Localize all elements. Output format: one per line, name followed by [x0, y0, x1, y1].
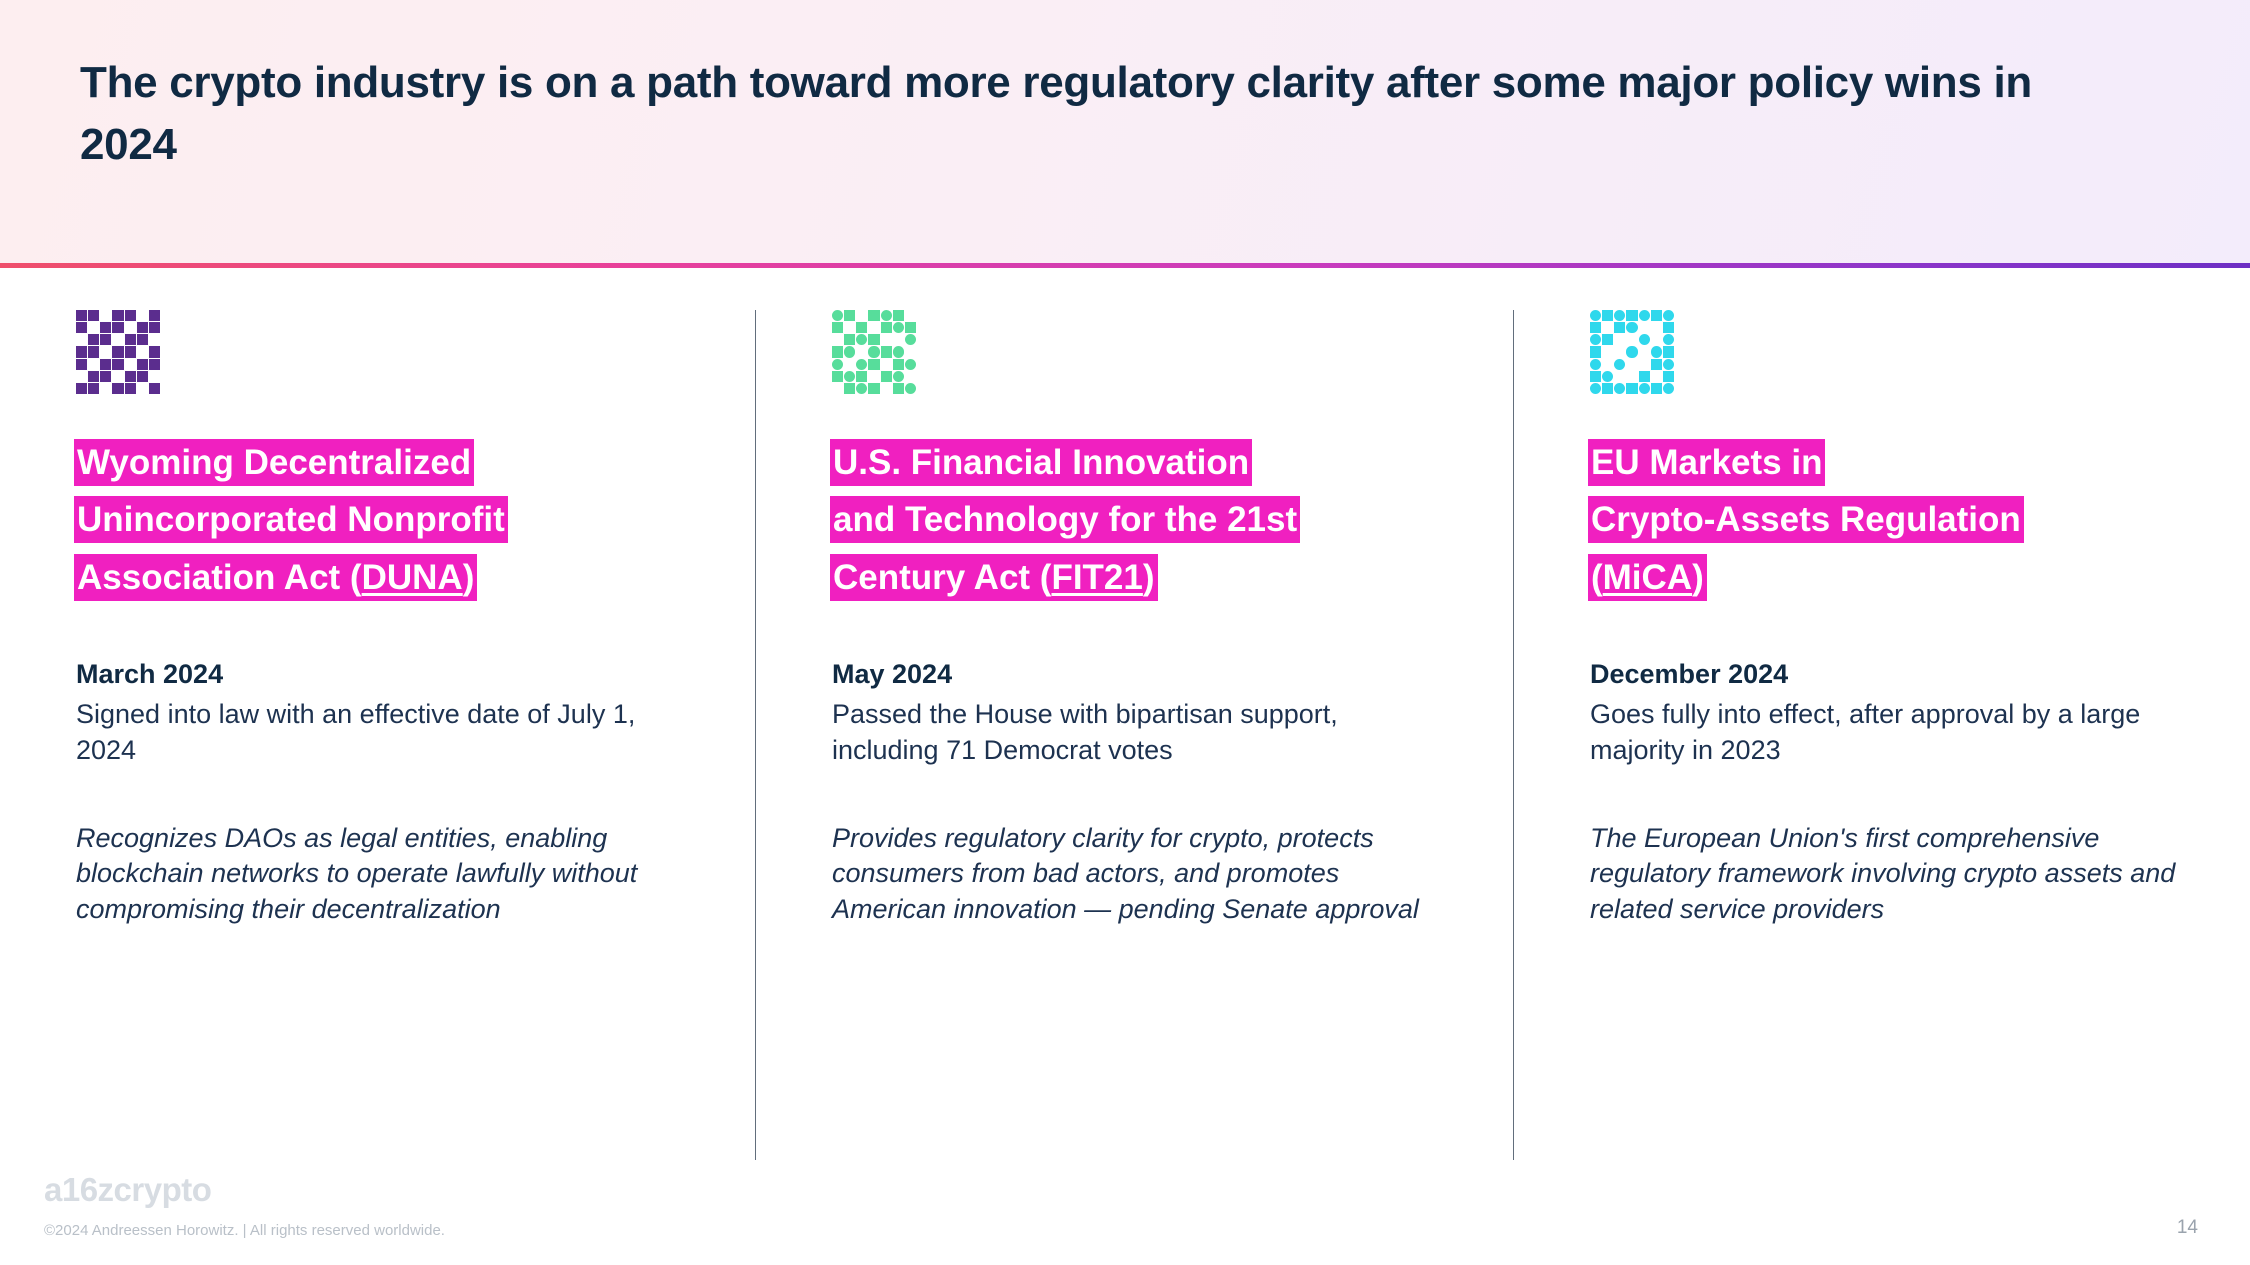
icon-cell — [149, 371, 160, 382]
icon-cell — [832, 383, 843, 394]
icon-cell — [1626, 322, 1637, 333]
icon-cell — [868, 322, 879, 333]
heading-line — [1590, 551, 2188, 605]
icon-cell — [905, 310, 916, 321]
icon-cell — [76, 383, 87, 394]
icon-cell — [844, 346, 855, 357]
icon-cell — [1639, 371, 1650, 382]
icon-cell — [88, 310, 99, 321]
icon-cell — [149, 310, 160, 321]
column-note: The European Union's first comprehensive regulatory framework involving crypto assets and related service providers — [1590, 822, 2176, 925]
icon-cell — [137, 383, 148, 394]
icon-cell — [832, 334, 843, 345]
icon-cell — [1651, 371, 1662, 382]
icon-cell — [832, 359, 843, 370]
icon-cell — [1651, 346, 1662, 357]
icon-cell — [149, 346, 160, 357]
highlighted-text: U.S. Financial Innovation — [833, 443, 1250, 482]
icon-cell — [881, 371, 892, 382]
icon-cell — [1590, 334, 1601, 345]
icon-cell — [893, 322, 904, 333]
icon-cell — [100, 371, 111, 382]
icon-cell — [844, 371, 855, 382]
slide-header — [0, 0, 2250, 268]
icon-cell — [100, 359, 111, 370]
icon-cell — [844, 322, 855, 333]
icon-cell — [893, 310, 904, 321]
icon-cell — [881, 359, 892, 370]
icon-cell — [1590, 359, 1601, 370]
slide-footer — [0, 1145, 2250, 1265]
icon-cell — [905, 359, 916, 370]
icon-cell — [1626, 371, 1637, 382]
icon-cell — [1651, 310, 1662, 321]
icon-cell — [137, 346, 148, 357]
icon-cell — [88, 346, 99, 357]
icon-cell — [100, 322, 111, 333]
column-fit21 — [756, 310, 1514, 928]
icon-cell — [868, 346, 879, 357]
column-duna — [0, 310, 756, 928]
icon-cell — [1663, 322, 1674, 333]
column-description: Passed the House with bipartisan support, including 71 Democrat votes — [832, 698, 1338, 765]
icon-cell — [137, 334, 148, 345]
icon-cell — [893, 371, 904, 382]
icon-cell — [1602, 346, 1613, 357]
column-description: Signed into law with an effective date of July 1, 2024 — [76, 698, 636, 765]
icon-cell — [1626, 346, 1637, 357]
icon-cell — [832, 371, 843, 382]
icon-cell — [893, 383, 904, 394]
column-note: Recognizes DAOs as legal entities, enabling blockchain networks to operate lawfully without compromising their decentralization — [76, 822, 638, 925]
icon-cell — [125, 310, 136, 321]
highlighted-text: Century Act (FIT21) — [833, 557, 1155, 597]
column-date: December 2024 — [1590, 658, 1789, 689]
icon-cell — [905, 334, 916, 345]
icon-cell — [100, 346, 111, 357]
icon-cell — [125, 371, 136, 382]
icon-cell — [856, 346, 867, 357]
icon-cell — [1663, 334, 1674, 345]
icon-cell — [868, 359, 879, 370]
icon-cell — [125, 346, 136, 357]
icon-cell — [1639, 383, 1650, 394]
icon-cell — [1590, 346, 1601, 357]
icon-cell — [1602, 371, 1613, 382]
icon-cell — [149, 359, 160, 370]
icon-cell — [137, 322, 148, 333]
icon-cell — [1626, 310, 1637, 321]
icon-cell — [76, 346, 87, 357]
icon-cell — [1614, 334, 1625, 345]
icon-cell — [856, 371, 867, 382]
column-heading-fit21 — [832, 436, 1432, 605]
icon-cell — [868, 371, 879, 382]
icon-cell — [881, 310, 892, 321]
icon-cell — [1663, 346, 1674, 357]
icon-cell — [1651, 359, 1662, 370]
icon-cell — [112, 346, 123, 357]
highlighted-text: and Technology for the 21st — [833, 500, 1298, 540]
icon-cell — [1602, 383, 1613, 394]
gradient-rule — [0, 263, 2250, 268]
highlighted-text: Wyoming Decentralized — [77, 443, 472, 482]
page-number: 14 — [2176, 1217, 2198, 1238]
icon-cell — [1602, 334, 1613, 345]
purple-pixel-grid-icon — [76, 310, 160, 394]
icon-cell — [88, 383, 99, 394]
icon-cell — [893, 334, 904, 345]
icon-cell — [88, 322, 99, 333]
icon-cell — [1651, 322, 1662, 333]
icon-cell — [1590, 322, 1601, 333]
column-description: Goes fully into effect, after approval by a large majority in 2023 — [1590, 698, 2141, 765]
icon-cell — [844, 334, 855, 345]
icon-cell — [832, 310, 843, 321]
icon-cell — [844, 359, 855, 370]
icon-cell — [1651, 334, 1662, 345]
icon-cell — [112, 310, 123, 321]
icon-cell — [149, 334, 160, 345]
highlighted-text: Unincorporated Nonprofit — [77, 500, 505, 540]
heading-line — [76, 551, 676, 605]
icon-cell — [832, 346, 843, 357]
icon-cell — [125, 322, 136, 333]
highlighted-text: EU Markets in — [1591, 443, 1823, 482]
icon-cell — [881, 346, 892, 357]
icon-cell — [1651, 383, 1662, 394]
heading-line — [76, 493, 676, 547]
column-date: March 2024 — [76, 658, 224, 689]
acronym-link[interactable]: FIT21 — [1051, 557, 1143, 597]
icon-cell — [1639, 334, 1650, 345]
icon-cell — [112, 322, 123, 333]
heading-line — [832, 493, 1432, 547]
a16zcrypto-logo: a16zcrypto — [44, 1171, 212, 1208]
icon-cell — [112, 359, 123, 370]
column-note: Provides regulatory clarity for crypto, protects consumers from bad actors, and promotes American innovation — pending Senate approval — [832, 822, 1419, 925]
icon-cell — [76, 371, 87, 382]
icon-cell — [844, 383, 855, 394]
column-heading-mica — [1590, 436, 2188, 605]
cyan-pixel-grid-icon — [1590, 310, 1674, 394]
highlighted-text: (MiCA) — [1591, 557, 1704, 597]
icon-cell — [137, 359, 148, 370]
icon-cell — [1614, 346, 1625, 357]
icon-cell — [1590, 310, 1601, 321]
column-heading-duna — [76, 436, 676, 605]
icon-cell — [1602, 322, 1613, 333]
icon-cell — [1614, 359, 1625, 370]
columns-container — [0, 310, 2250, 928]
icon-cell — [856, 310, 867, 321]
icon-cell — [1590, 371, 1601, 382]
icon-cell — [100, 334, 111, 345]
icon-cell — [76, 334, 87, 345]
icon-cell — [1639, 310, 1650, 321]
icon-cell — [881, 322, 892, 333]
icon-cell — [112, 371, 123, 382]
green-pixel-grid-icon — [832, 310, 916, 394]
acronym-link[interactable]: DUNA — [361, 557, 463, 597]
page-title: The crypto industry is on a path toward more regulatory clarity after some major policy wins in 2024 — [80, 58, 2032, 170]
heading-line — [76, 436, 676, 490]
icon-cell — [1602, 359, 1613, 370]
icon-cell — [1639, 346, 1650, 357]
icon-cell — [76, 310, 87, 321]
icon-cell — [905, 346, 916, 357]
icon-cell — [856, 322, 867, 333]
icon-cell — [1626, 383, 1637, 394]
highlighted-text: Crypto-Assets Regulation — [1591, 500, 2021, 540]
icon-cell — [868, 310, 879, 321]
icon-cell — [905, 383, 916, 394]
icon-cell — [1639, 359, 1650, 370]
icon-cell — [1663, 359, 1674, 370]
icon-cell — [1602, 310, 1613, 321]
highlighted-text: Association Act (DUNA) — [77, 557, 475, 597]
icon-cell — [100, 383, 111, 394]
icon-cell — [112, 334, 123, 345]
icon-cell — [137, 371, 148, 382]
icon-cell — [1614, 383, 1625, 394]
icon-cell — [125, 359, 136, 370]
icon-cell — [149, 322, 160, 333]
column-mica — [1514, 310, 2250, 928]
heading-line — [832, 551, 1432, 605]
icon-cell — [88, 334, 99, 345]
icon-cell — [905, 371, 916, 382]
icon-cell — [88, 371, 99, 382]
icon-cell — [125, 334, 136, 345]
icon-cell — [88, 359, 99, 370]
icon-cell — [868, 334, 879, 345]
heading-line — [832, 436, 1432, 490]
heading-line — [1590, 493, 2188, 547]
icon-cell — [1663, 371, 1674, 382]
icon-cell — [893, 346, 904, 357]
icon-cell — [832, 322, 843, 333]
icon-cell — [125, 383, 136, 394]
icon-cell — [1614, 322, 1625, 333]
icon-cell — [76, 322, 87, 333]
icon-cell — [149, 383, 160, 394]
icon-cell — [76, 359, 87, 370]
icon-cell — [100, 310, 111, 321]
icon-cell — [881, 383, 892, 394]
icon-cell — [905, 322, 916, 333]
icon-cell — [881, 334, 892, 345]
heading-line — [1590, 436, 2188, 490]
icon-cell — [1614, 371, 1625, 382]
icon-cell — [1626, 334, 1637, 345]
icon-cell — [137, 310, 148, 321]
icon-cell — [1614, 310, 1625, 321]
icon-cell — [856, 334, 867, 345]
icon-cell — [844, 310, 855, 321]
icon-cell — [856, 383, 867, 394]
icon-cell — [1663, 310, 1674, 321]
icon-cell — [1639, 322, 1650, 333]
icon-cell — [868, 383, 879, 394]
icon-cell — [856, 359, 867, 370]
acronym-link[interactable]: MiCA — [1602, 557, 1693, 597]
icon-cell — [1626, 359, 1637, 370]
column-date: May 2024 — [832, 658, 953, 689]
icon-cell — [112, 383, 123, 394]
icon-cell — [1663, 383, 1674, 394]
icon-cell — [1590, 383, 1601, 394]
icon-cell — [893, 359, 904, 370]
copyright-text: ©2024 Andreessen Horowitz. | All rights reserved worldwide. — [44, 1222, 445, 1239]
